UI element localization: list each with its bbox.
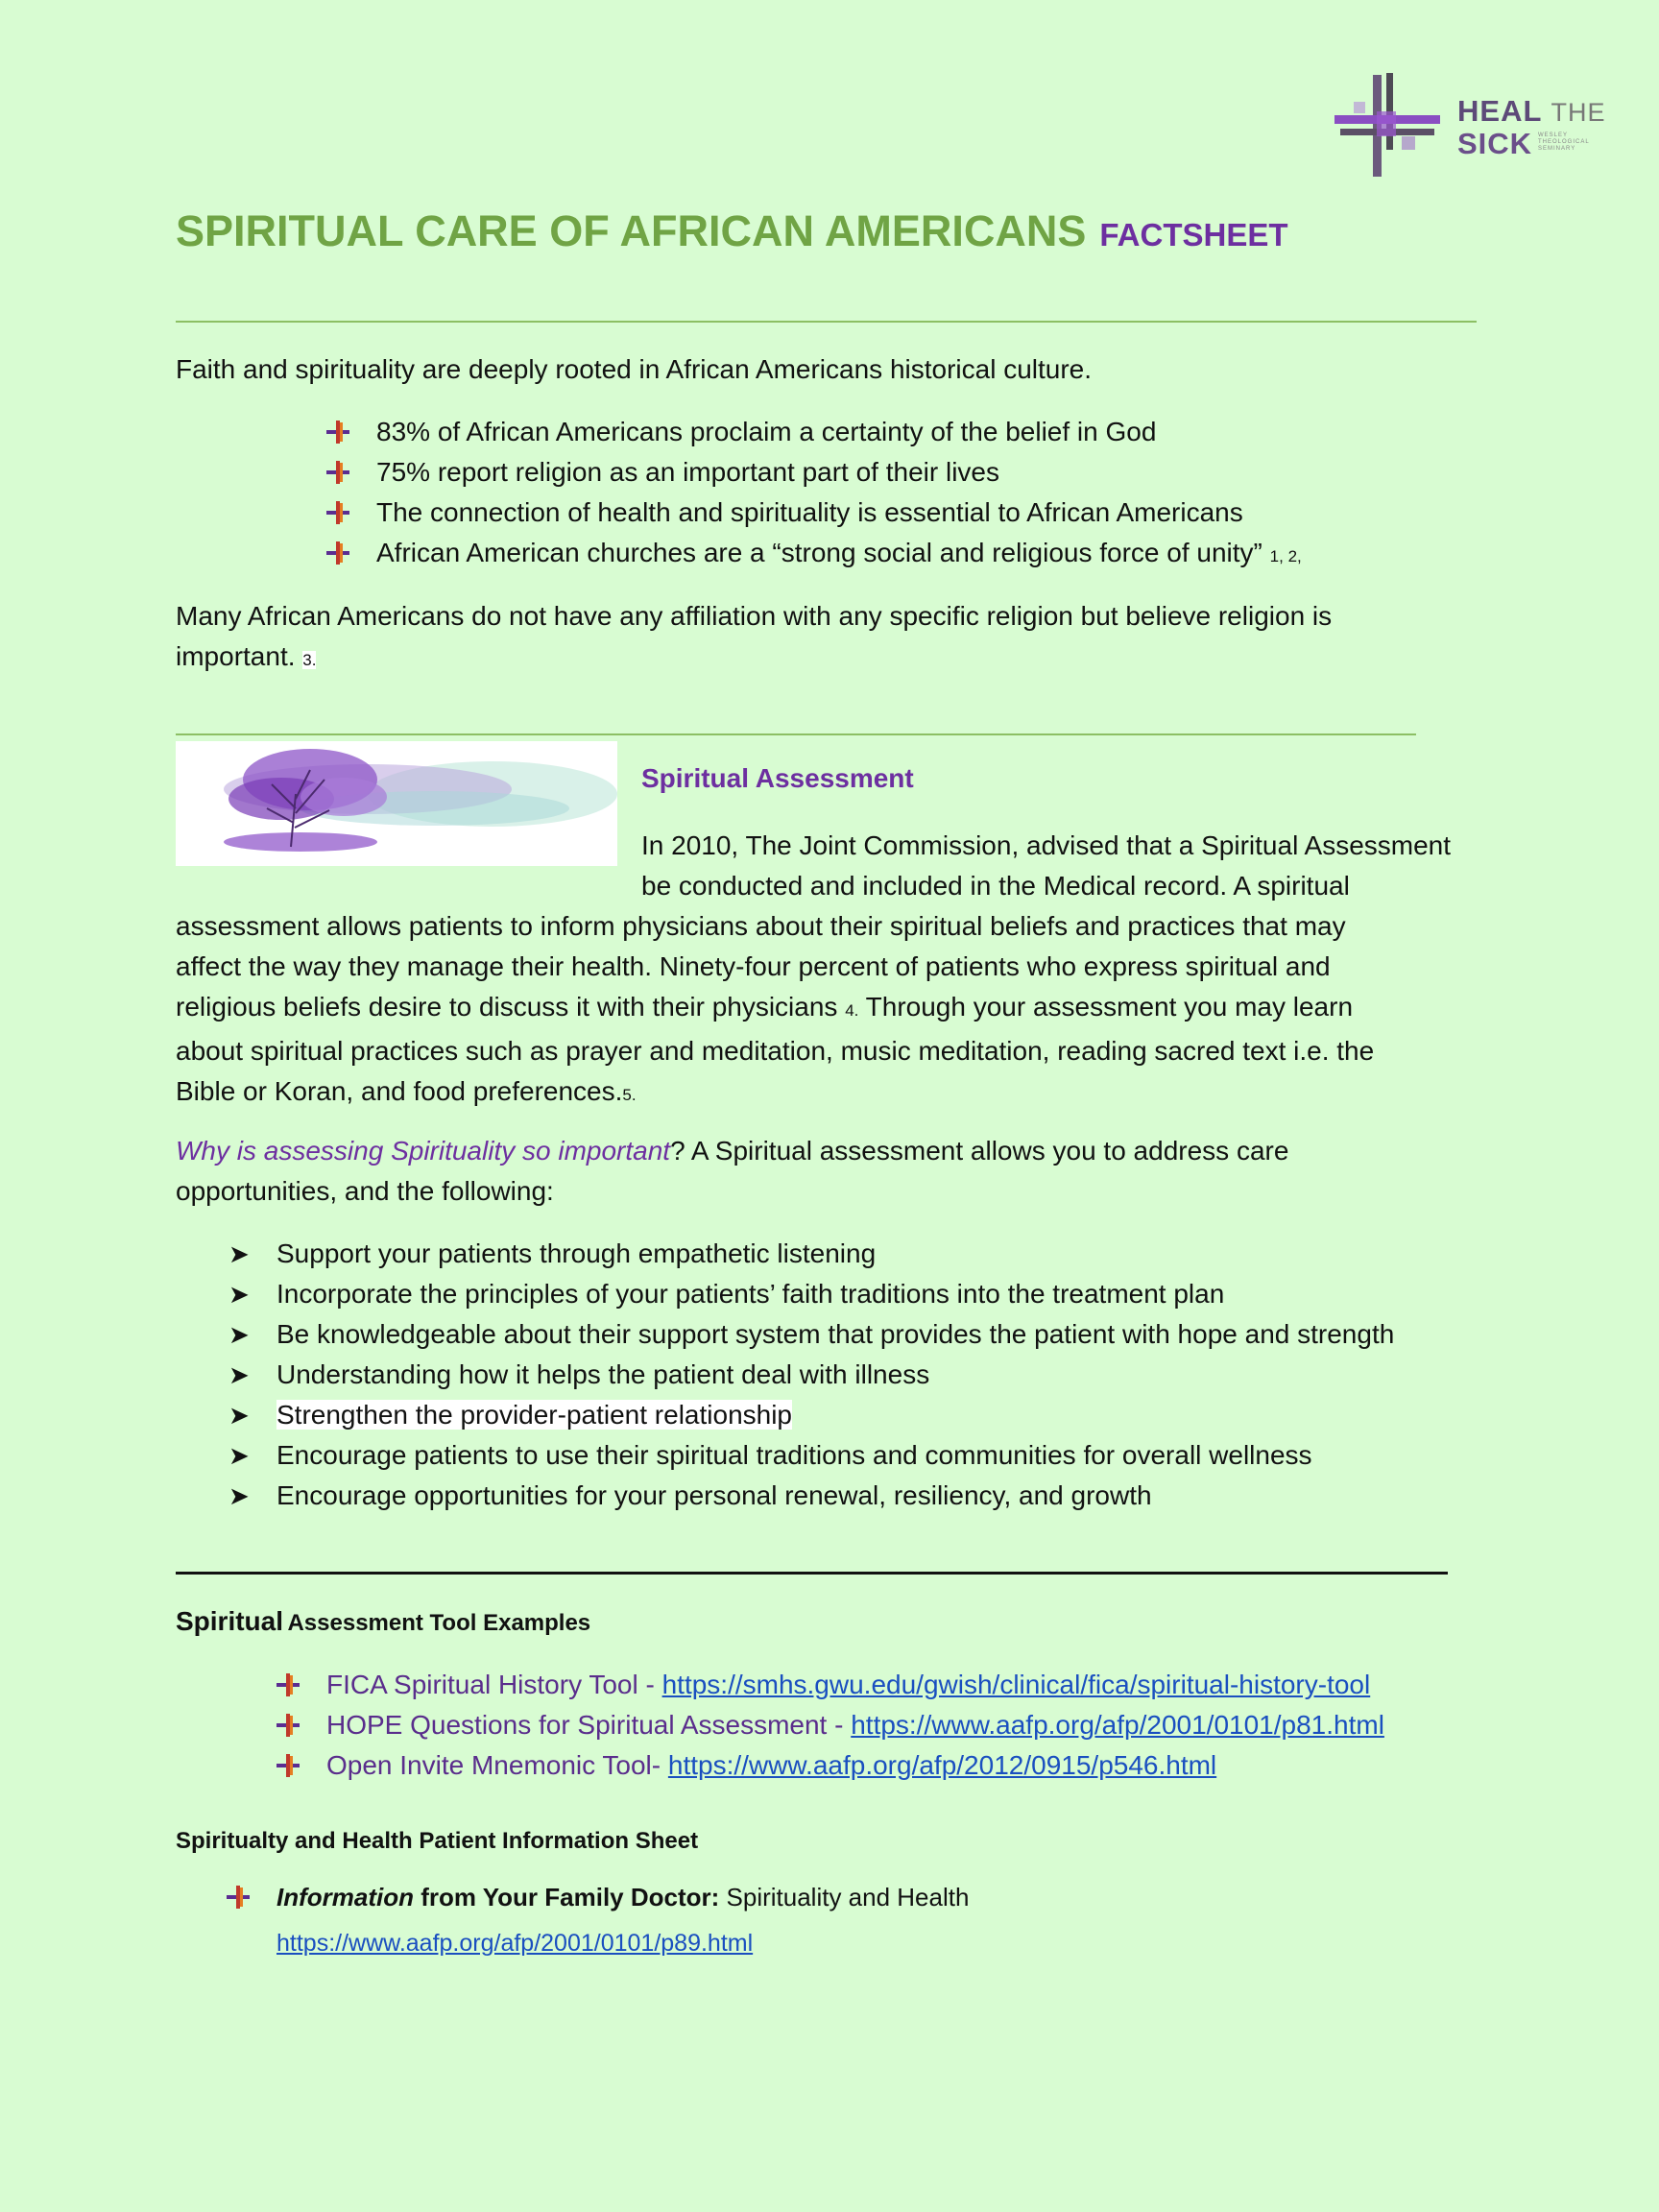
list-item: ➤ Be knowledgeable about their support system that provides the patient with hope and strength: [276, 1314, 1394, 1355]
divider: [176, 733, 1416, 735]
why-paragraph: Why is assessing Spirituality so important? A Spiritual assessment allows you to address care opportunities, and the following:: [176, 1136, 1289, 1206]
hope-questions-link[interactable]: https://www.aafp.org/afp/2001/0101/p81.html: [851, 1710, 1384, 1740]
list-item: ➤ Encourage patients to use their spiritual traditions and communities for overall wellness: [276, 1435, 1394, 1476]
heal-the-sick-logo: [1334, 73, 1606, 179]
list-item: ➤ Incorporate the principles of your patients’ faith traditions into the treatment plan: [276, 1274, 1394, 1314]
reference-number: 1, 2,: [1269, 547, 1302, 565]
list-item: ➤ Understanding how it helps the patient deal with illness: [276, 1355, 1394, 1395]
patient-info-link[interactable]: https://www.aafp.org/afp/2001/0101/p89.html: [276, 1930, 754, 1957]
assessment-lines-right: In 2010, The Joint Commission, advised that a Spiritual Assessment be conducted and included in the Medical record. A spiritual: [641, 830, 1452, 901]
arrow-bullet-icon: ➤: [228, 1239, 250, 1268]
list-item: Open Invite Mnemonic Tool- https://www.aafp.org/afp/2012/0915/p546.html: [326, 1745, 1384, 1786]
cross-bullet-icon: [276, 1754, 300, 1777]
cross-bullet-icon: [326, 421, 349, 444]
arrow-bullet-icon: ➤: [228, 1360, 250, 1389]
benefits-list: [228, 1234, 1395, 1516]
tools-heading: Spiritual Assessment Tool Examples: [176, 1606, 591, 1636]
reference-number: 3.: [302, 651, 317, 669]
arrow-bullet-icon: ➤: [228, 1280, 250, 1309]
tools-list: [326, 1665, 1384, 1786]
logo-sick-text: SICK: [1457, 127, 1533, 160]
list-item: The connection of health and spirituality is essential to African Americans: [376, 493, 1302, 533]
patient-sheet-heading: Spiritualty and Health Patient Information Sheet: [176, 1828, 699, 1854]
arrow-bullet-icon: ➤: [228, 1441, 250, 1470]
intro-lead: Faith and spirituality are deeply rooted in African Americans historical culture.: [176, 354, 1093, 384]
patient-sheet-item: Information from Your Family Doctor: Spirituality and Health: [276, 1878, 969, 1916]
cross-bullet-icon: [326, 501, 349, 524]
assessment-paragraph: assessment allows patients to inform physicians about their spiritual beliefs and practices that may affect the way they manage their health. Ninety-four percent of patients who express spiritual and religious beliefs desire to discuss it with their physicians 4. Through your assessment you may learn about spiritual practices such as prayer and meditation, music meditation, reading sacred text i.e. the Bible or Koran, and food preferences.5.: [176, 911, 1375, 1106]
list-item: FICA Spiritual History Tool - https://smhs.gwu.edu/gwish/clinical/fica/spiritual-history-tool: [326, 1665, 1384, 1705]
why-question: Why is assessing Spirituality so important: [176, 1136, 671, 1166]
divider: [176, 321, 1477, 323]
arrow-bullet-icon: ➤: [228, 1481, 250, 1510]
fica-tool-link[interactable]: https://smhs.gwu.edu/gwish/clinical/fica/spiritual-history-tool: [661, 1670, 1371, 1699]
reference-number: 5.: [622, 1086, 637, 1104]
arrow-bullet-icon: ➤: [228, 1320, 250, 1349]
list-item: ➤ Support your patients through empathetic listening: [276, 1234, 1394, 1274]
list-item: 75% report religion as an important part of their lives: [376, 452, 1302, 493]
arrow-bullet-icon: ➤: [228, 1401, 250, 1430]
cross-bullet-icon: [227, 1886, 250, 1909]
intro-bullets: [376, 412, 1302, 577]
list-item: 83% of African Americans proclaim a certainty of the belief in God: [376, 412, 1302, 452]
cross-bullet-icon: [326, 541, 349, 565]
title-text: SPIRITUAL CARE OF AFRICAN AMERICANS: [176, 206, 1087, 255]
page-title: [176, 206, 1288, 256]
divider: [176, 1572, 1448, 1575]
list-item: ➤ Strengthen the provider-patient relationship: [276, 1395, 1394, 1435]
cross-bullet-icon: [276, 1714, 300, 1737]
list-item: HOPE Questions for Spiritual Assessment - https://www.aafp.org/afp/2001/0101/p81.html: [326, 1705, 1384, 1745]
list-item: African American churches are a “strong social and religious force of unity” 1, 2,: [376, 533, 1302, 577]
open-invite-link[interactable]: https://www.aafp.org/afp/2012/0915/p546.html: [667, 1750, 1217, 1780]
cross-bullet-icon: [276, 1673, 300, 1696]
affiliation-paragraph: Many African Americans do not have any affiliation with any specific religion but believe religion is important. 3.: [176, 601, 1333, 671]
watercolor-tree-image: [176, 741, 617, 866]
cross-logo-icon: [1334, 73, 1440, 179]
subtitle-factsheet: FACTSHEET: [1099, 217, 1288, 252]
logo-seminary-text: WESLEY THEOLOGICAL SEMINARY: [1538, 132, 1590, 152]
list-item: ➤ Encourage opportunities for your personal renewal, resiliency, and growth: [276, 1476, 1394, 1516]
spiritual-assessment-heading: Spiritual Assessment: [641, 763, 914, 793]
logo-heal-text: HEAL THE: [1457, 94, 1606, 128]
reference-number: 4.: [845, 1001, 859, 1020]
cross-bullet-icon: [326, 461, 349, 484]
